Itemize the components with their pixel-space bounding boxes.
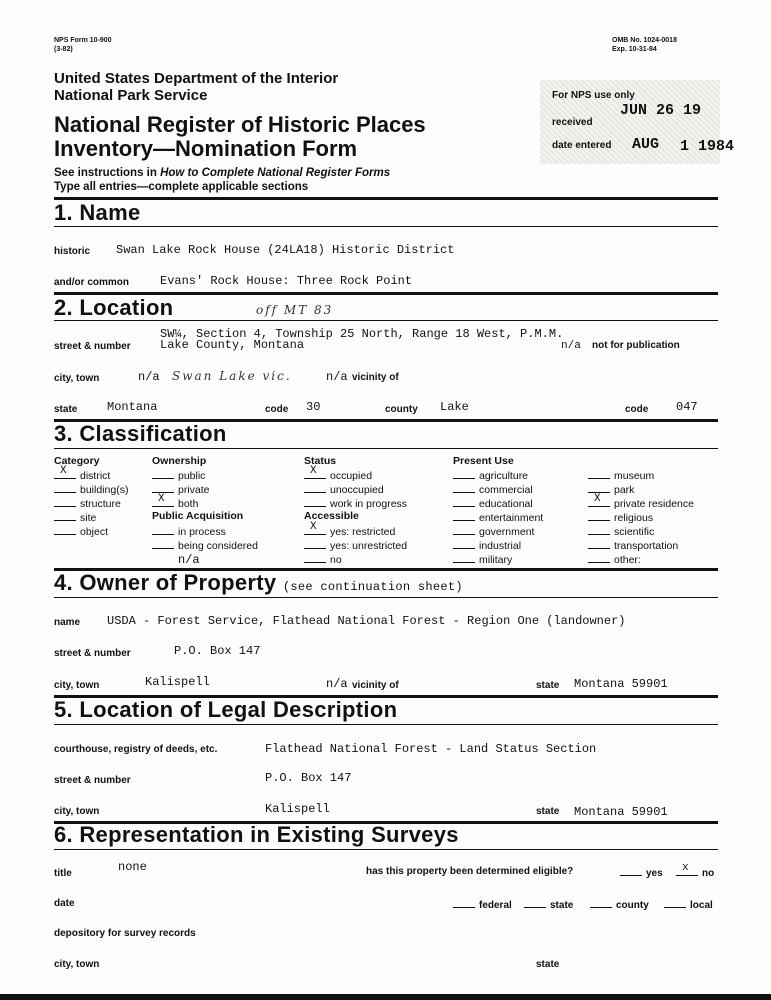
- date-entered-month: AUG: [632, 136, 660, 153]
- received-value: JUN 26 19: [620, 102, 702, 119]
- checkbox[interactable]: [588, 482, 610, 493]
- level-federal-option[interactable]: federal: [453, 897, 512, 911]
- status-option[interactable]: unoccupied: [304, 482, 407, 496]
- accessible-option[interactable]: X yes: restricted: [304, 524, 407, 538]
- state-code-label: code: [265, 404, 289, 415]
- checkbox[interactable]: [304, 552, 326, 563]
- checkbox[interactable]: [588, 538, 610, 549]
- present-use-header: Present Use: [453, 455, 514, 467]
- form-date: (3-82): [54, 46, 73, 53]
- present-use-option[interactable]: educational: [453, 496, 543, 510]
- section-rule: [54, 448, 718, 449]
- category-option[interactable]: structure: [54, 496, 128, 510]
- present-use-option[interactable]: industrial: [453, 538, 543, 552]
- present-use-option[interactable]: government: [453, 524, 543, 538]
- checkbox[interactable]: [588, 524, 610, 535]
- eligible-yes-option[interactable]: yes: [620, 865, 663, 879]
- present-use-option[interactable]: park: [588, 482, 694, 496]
- nps-use-label: For NPS use only: [552, 90, 635, 101]
- section-5-heading: 5. Location of Legal Description: [54, 697, 398, 722]
- owner-state-label: state: [536, 680, 560, 691]
- checkbox[interactable]: X: [54, 468, 76, 479]
- omb-number: OMB No. 1024-0018: [612, 37, 677, 44]
- city-field[interactable]: n/a: [138, 370, 160, 384]
- present-use-option[interactable]: religious: [588, 510, 694, 524]
- present-use-col1: [453, 468, 543, 566]
- checkbox[interactable]: [524, 897, 546, 908]
- category-options: [54, 465, 129, 538]
- owner-name-label: name: [54, 617, 81, 628]
- present-use-option[interactable]: transportation: [588, 538, 694, 552]
- owner-name-field[interactable]: USDA - Forest Service, Flathead National Forest - Region One (landowner): [107, 614, 626, 628]
- checkbox[interactable]: x: [676, 865, 698, 876]
- checkbox[interactable]: [588, 468, 610, 479]
- present-use-option[interactable]: entertainment: [453, 510, 543, 524]
- survey-title-label: title: [54, 868, 72, 879]
- state-code-field[interactable]: 30: [306, 400, 321, 414]
- acquisition-options: [152, 524, 258, 552]
- accessible-options: [304, 521, 408, 566]
- historic-name-field[interactable]: Swan Lake Rock House (24LA18) Historic District: [116, 243, 455, 257]
- county-field[interactable]: Lake: [440, 400, 469, 414]
- checkbox[interactable]: [453, 482, 475, 493]
- section-rule: [54, 724, 718, 725]
- section-rule: [54, 197, 718, 200]
- category-option[interactable]: X district: [54, 468, 128, 482]
- checkbox[interactable]: [304, 538, 326, 549]
- checkbox[interactable]: [54, 524, 76, 535]
- depository-city-label: city, town: [54, 959, 100, 970]
- checkbox[interactable]: [54, 510, 76, 521]
- nps-use-box: [540, 80, 735, 164]
- status-header: Status: [304, 455, 337, 467]
- checkbox[interactable]: [664, 897, 686, 908]
- category-header: Category: [54, 455, 100, 467]
- legal-state-field[interactable]: Montana 59901: [574, 805, 668, 819]
- present-use-option[interactable]: military: [453, 552, 543, 566]
- survey-title-field[interactable]: none: [118, 860, 147, 874]
- checkbox[interactable]: [453, 468, 475, 479]
- checkbox[interactable]: [453, 897, 475, 908]
- legal-city-label: city, town: [54, 806, 100, 817]
- acquisition-option[interactable]: in process: [152, 524, 258, 538]
- checkbox[interactable]: [304, 496, 326, 507]
- owner-vicinity-value[interactable]: n/a: [326, 677, 348, 691]
- checkbox[interactable]: [152, 468, 174, 479]
- section-rule: [54, 597, 718, 598]
- checkbox[interactable]: X: [304, 468, 326, 479]
- accessible-option[interactable]: yes: unrestricted: [304, 538, 407, 552]
- checkbox[interactable]: X: [304, 524, 326, 535]
- present-use-option[interactable]: museum: [588, 468, 694, 482]
- checkbox[interactable]: [590, 897, 612, 908]
- depository-label: depository for survey records: [54, 928, 196, 939]
- common-name-field[interactable]: Evans' Rock House: Three Rock Point: [160, 274, 413, 288]
- form-title-line2: Inventory—Nomination Form: [54, 136, 358, 161]
- checkbox[interactable]: [54, 482, 76, 493]
- courthouse-label: courthouse, registry of deeds, etc.: [54, 744, 218, 755]
- present-use-option[interactable]: X private residence: [588, 496, 694, 510]
- state-field[interactable]: Montana: [107, 400, 158, 414]
- checkbox[interactable]: [152, 524, 174, 535]
- level-county-option[interactable]: county: [590, 897, 649, 911]
- status-options: [304, 465, 408, 510]
- level-state-option[interactable]: state: [524, 897, 573, 911]
- ownership-options: [152, 468, 210, 510]
- present-use-option[interactable]: agriculture: [453, 468, 543, 482]
- status-option[interactable]: work in progress: [304, 496, 407, 510]
- accessible-option[interactable]: no: [304, 552, 407, 566]
- county-label: county: [385, 404, 418, 415]
- service-name: National Park Service: [54, 87, 208, 104]
- street-label: street & number: [54, 341, 131, 352]
- eligible-no-option[interactable]: x no: [676, 865, 714, 879]
- owner-city-label: city, town: [54, 680, 100, 691]
- street-line1-field[interactable]: SW¼, Section 4, Township 25 North, Range 18 West, P.M.M.: [160, 327, 564, 341]
- present-use-option[interactable]: commercial: [453, 482, 543, 496]
- page-bottom-border: [0, 994, 771, 1000]
- city-label: city, town: [54, 373, 100, 384]
- city-handwritten-note: Swan Lake vic.: [172, 369, 292, 383]
- street-line2-field[interactable]: Lake County, Montana: [160, 338, 305, 352]
- checkbox[interactable]: [588, 552, 610, 563]
- category-option[interactable]: building(s): [54, 482, 128, 496]
- courthouse-field[interactable]: Flathead National Forest - Land Status Section: [265, 742, 597, 756]
- checkbox[interactable]: X: [588, 496, 610, 507]
- section-2-heading: 2. Location: [54, 295, 174, 320]
- legal-city-field[interactable]: Kalispell: [265, 802, 330, 816]
- legal-street-label: street & number: [54, 775, 131, 786]
- present-use-col2: [588, 468, 694, 566]
- section-6-heading: 6. Representation in Existing Surveys: [54, 822, 459, 847]
- owner-street-field[interactable]: P.O. Box 147: [174, 644, 261, 658]
- date-entered-year: 1 1984: [680, 138, 735, 155]
- survey-date-label: date: [54, 898, 75, 909]
- checkbox[interactable]: [620, 865, 642, 876]
- checkbox[interactable]: [54, 496, 76, 507]
- section-rule: [54, 849, 718, 850]
- present-use-option[interactable]: scientific: [588, 524, 694, 538]
- checkbox[interactable]: [152, 538, 174, 549]
- owner-city-field[interactable]: Kalispell: [145, 675, 210, 689]
- acquisition-note: n/a: [178, 553, 200, 567]
- ownership-option[interactable]: public: [152, 468, 210, 482]
- checkbox[interactable]: [304, 482, 326, 493]
- ownership-header: Ownership: [152, 455, 207, 467]
- section-rule: [54, 320, 718, 321]
- status-option[interactable]: X occupied: [304, 468, 407, 482]
- ownership-option[interactable]: private: [152, 482, 210, 496]
- level-local-option[interactable]: local: [664, 897, 713, 911]
- accessible-header: Accessible: [304, 510, 359, 522]
- legal-street-field[interactable]: P.O. Box 147: [265, 771, 352, 785]
- eligible-question: has this property been determined eligible?: [366, 866, 574, 877]
- section-4-heading: 4. Owner of Property (see continuation sheet): [54, 570, 463, 595]
- ownership-option[interactable]: X both: [152, 496, 210, 510]
- county-code-field[interactable]: 047: [676, 400, 698, 414]
- vicinity-label: vicinity of: [352, 372, 399, 383]
- section-rule: [54, 226, 718, 227]
- form-number: NPS Form 10-900: [54, 37, 112, 44]
- checkbox[interactable]: [453, 496, 475, 507]
- not-for-publication-value[interactable]: n/a: [561, 340, 581, 352]
- vicinity-value[interactable]: n/a: [326, 370, 348, 384]
- omb-expiration: Exp. 10-31-84: [612, 46, 657, 53]
- owner-state-field[interactable]: Montana 59901: [574, 677, 668, 691]
- common-name-label: and/or common: [54, 277, 130, 288]
- received-label: received: [552, 117, 593, 128]
- form-title-line1: National Register of Historic Places: [54, 112, 426, 137]
- checkbox[interactable]: [453, 538, 475, 549]
- category-option[interactable]: site: [54, 510, 128, 524]
- section-3-heading: 3. Classification: [54, 421, 227, 446]
- owner-vicinity-label: vicinity of: [352, 680, 399, 691]
- county-code-label: code: [625, 404, 649, 415]
- checkbox[interactable]: [588, 510, 610, 521]
- depository-state-label: state: [536, 959, 560, 970]
- checkbox[interactable]: X: [152, 496, 174, 507]
- legal-state-label: state: [536, 806, 560, 817]
- present-use-option[interactable]: other:: [588, 552, 694, 566]
- public-acquisition-header: Public Acquisition: [152, 510, 244, 522]
- checkbox[interactable]: [152, 482, 174, 493]
- owner-street-label: street & number: [54, 648, 131, 659]
- date-entered-label: date entered: [552, 140, 612, 151]
- historic-label: historic: [54, 246, 91, 257]
- not-for-publication-label: not for publication: [592, 340, 680, 351]
- instructions-line1: See instructions in How to Complete National Register Forms: [54, 167, 391, 179]
- acquisition-option[interactable]: being considered: [152, 538, 258, 552]
- section-1-heading: 1. Name: [54, 200, 141, 225]
- state-label: state: [54, 404, 78, 415]
- category-option[interactable]: object: [54, 524, 128, 538]
- location-handwritten-note: off MT 83: [256, 303, 334, 317]
- checkbox[interactable]: [453, 510, 475, 521]
- checkbox[interactable]: [453, 552, 475, 563]
- agency-name: United States Department of the Interior: [54, 70, 339, 87]
- instructions-line2: Type all entries—complete applicable sections: [54, 181, 309, 193]
- checkbox[interactable]: [453, 524, 475, 535]
- continuation-note: (see continuation sheet): [282, 580, 463, 594]
